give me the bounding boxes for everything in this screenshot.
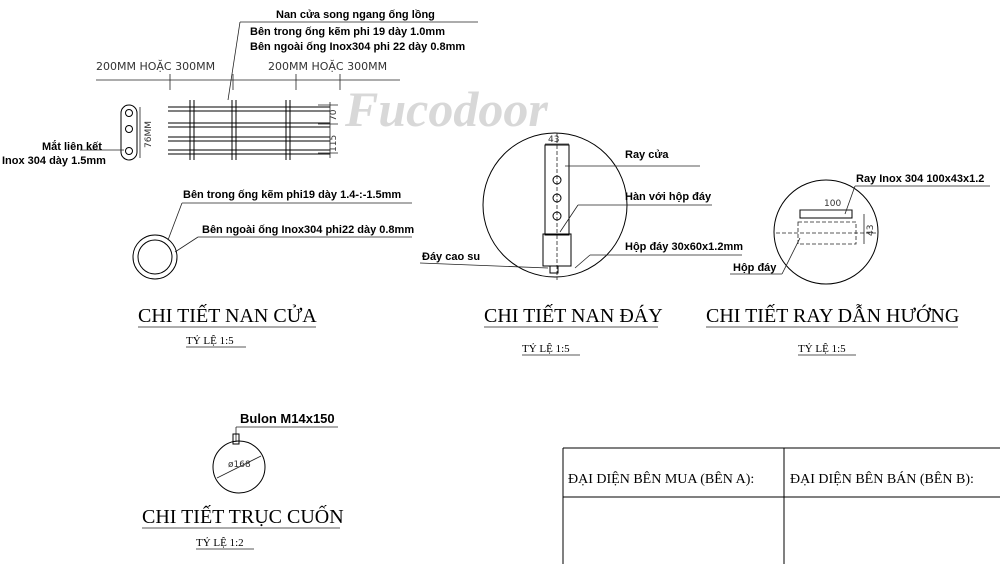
buyer-label: ĐẠI DIỆN BÊN MUA (BÊN A): bbox=[568, 472, 755, 487]
hop-day-label: Hộp đáy 30x60x1.2mm bbox=[625, 241, 744, 253]
dim-right-text: 200MM HOẶC 300MM bbox=[268, 60, 388, 73]
signature-table bbox=[563, 448, 1000, 564]
ray-cua-label: Ray cửa bbox=[625, 149, 669, 161]
ray-dim-43: 43 bbox=[866, 224, 876, 236]
outer-pipe-circle bbox=[133, 235, 177, 279]
ray-scale: TỶ LỆ 1:5 bbox=[798, 343, 846, 355]
section-outer-label: Bên ngoài ống Inox304 phi22 dày 0.8mm bbox=[202, 224, 415, 236]
section-leader-2 bbox=[175, 237, 198, 252]
ray-top-flange bbox=[800, 210, 852, 218]
inner-pipe-label: Bên trong ống kẽm phi 19 dày 1.0mm bbox=[250, 26, 445, 38]
nan-cua-header: Nan cửa song ngang ống lồng bbox=[276, 9, 435, 21]
dim-left-text: 200MM HOẶC 300MM bbox=[96, 60, 216, 73]
link-label-1: Mắt liên kết bbox=[42, 141, 102, 153]
inner-pipe-circle bbox=[138, 240, 172, 274]
header-leader bbox=[228, 22, 240, 100]
slat-pipes bbox=[168, 107, 330, 154]
truc-dim-text: ø168 bbox=[228, 460, 251, 470]
nan-day-scale: TỶ LỆ 1:5 bbox=[522, 343, 570, 355]
ray-hop-day-label: Hộp đáy bbox=[733, 262, 777, 274]
day-cao-su-label: Đáy cao su bbox=[422, 251, 481, 263]
dim-76-text: 76MM bbox=[144, 121, 154, 148]
link-eye-piece bbox=[121, 105, 140, 160]
outer-pipe-label: Bên ngoài ống Inox304 phi 22 dày 0.8mm bbox=[250, 41, 466, 53]
ray-title: CHI TIẾT RAY DẪN HƯỚNG bbox=[706, 305, 960, 327]
watermark-text: Fucodoor bbox=[345, 81, 548, 137]
nan-cua-scale: TỶ LỆ 1:5 bbox=[186, 335, 234, 347]
bulon-label: Bulon M14x150 bbox=[240, 411, 335, 426]
nan-day-detail bbox=[420, 133, 743, 280]
ray-dim-100: 100 bbox=[824, 199, 842, 209]
ray-hop-day-leader bbox=[782, 238, 800, 274]
ray-circle bbox=[774, 180, 878, 284]
nan-day-title: CHI TIẾT NAN ĐÁY bbox=[484, 305, 663, 327]
nan-cua-section bbox=[133, 189, 414, 279]
ray-detail bbox=[730, 173, 990, 284]
nan-day-dim-43: 43 bbox=[548, 135, 560, 145]
dim-115-text: 115 bbox=[329, 134, 339, 152]
dim-70-text: 70 bbox=[329, 109, 339, 121]
hop-day-leader bbox=[575, 255, 590, 268]
link-label-2: Inox 304 dày 1.5mm bbox=[2, 155, 106, 167]
truc-scale: TỶ LỆ 1:2 bbox=[196, 537, 244, 549]
section-inner-label: Bên trong ống kẽm phi19 dày 1.4-:-1.5mm bbox=[183, 189, 402, 201]
seller-label: ĐẠI DIỆN BÊN BÁN (BÊN B): bbox=[790, 472, 974, 487]
truc-detail bbox=[213, 411, 338, 493]
han-label: Hàn với hộp đáy bbox=[625, 191, 712, 203]
nan-cua-title: CHI TIẾT NAN CỬA bbox=[138, 305, 317, 327]
section-leader-1 bbox=[168, 203, 182, 240]
day-cao-su-leader bbox=[420, 263, 548, 268]
link-brackets bbox=[190, 100, 290, 160]
truc-title: CHI TIẾT TRỤC CUỐN bbox=[142, 506, 344, 528]
ray-label: Ray Inox 304 100x43x1.2 bbox=[856, 173, 985, 185]
